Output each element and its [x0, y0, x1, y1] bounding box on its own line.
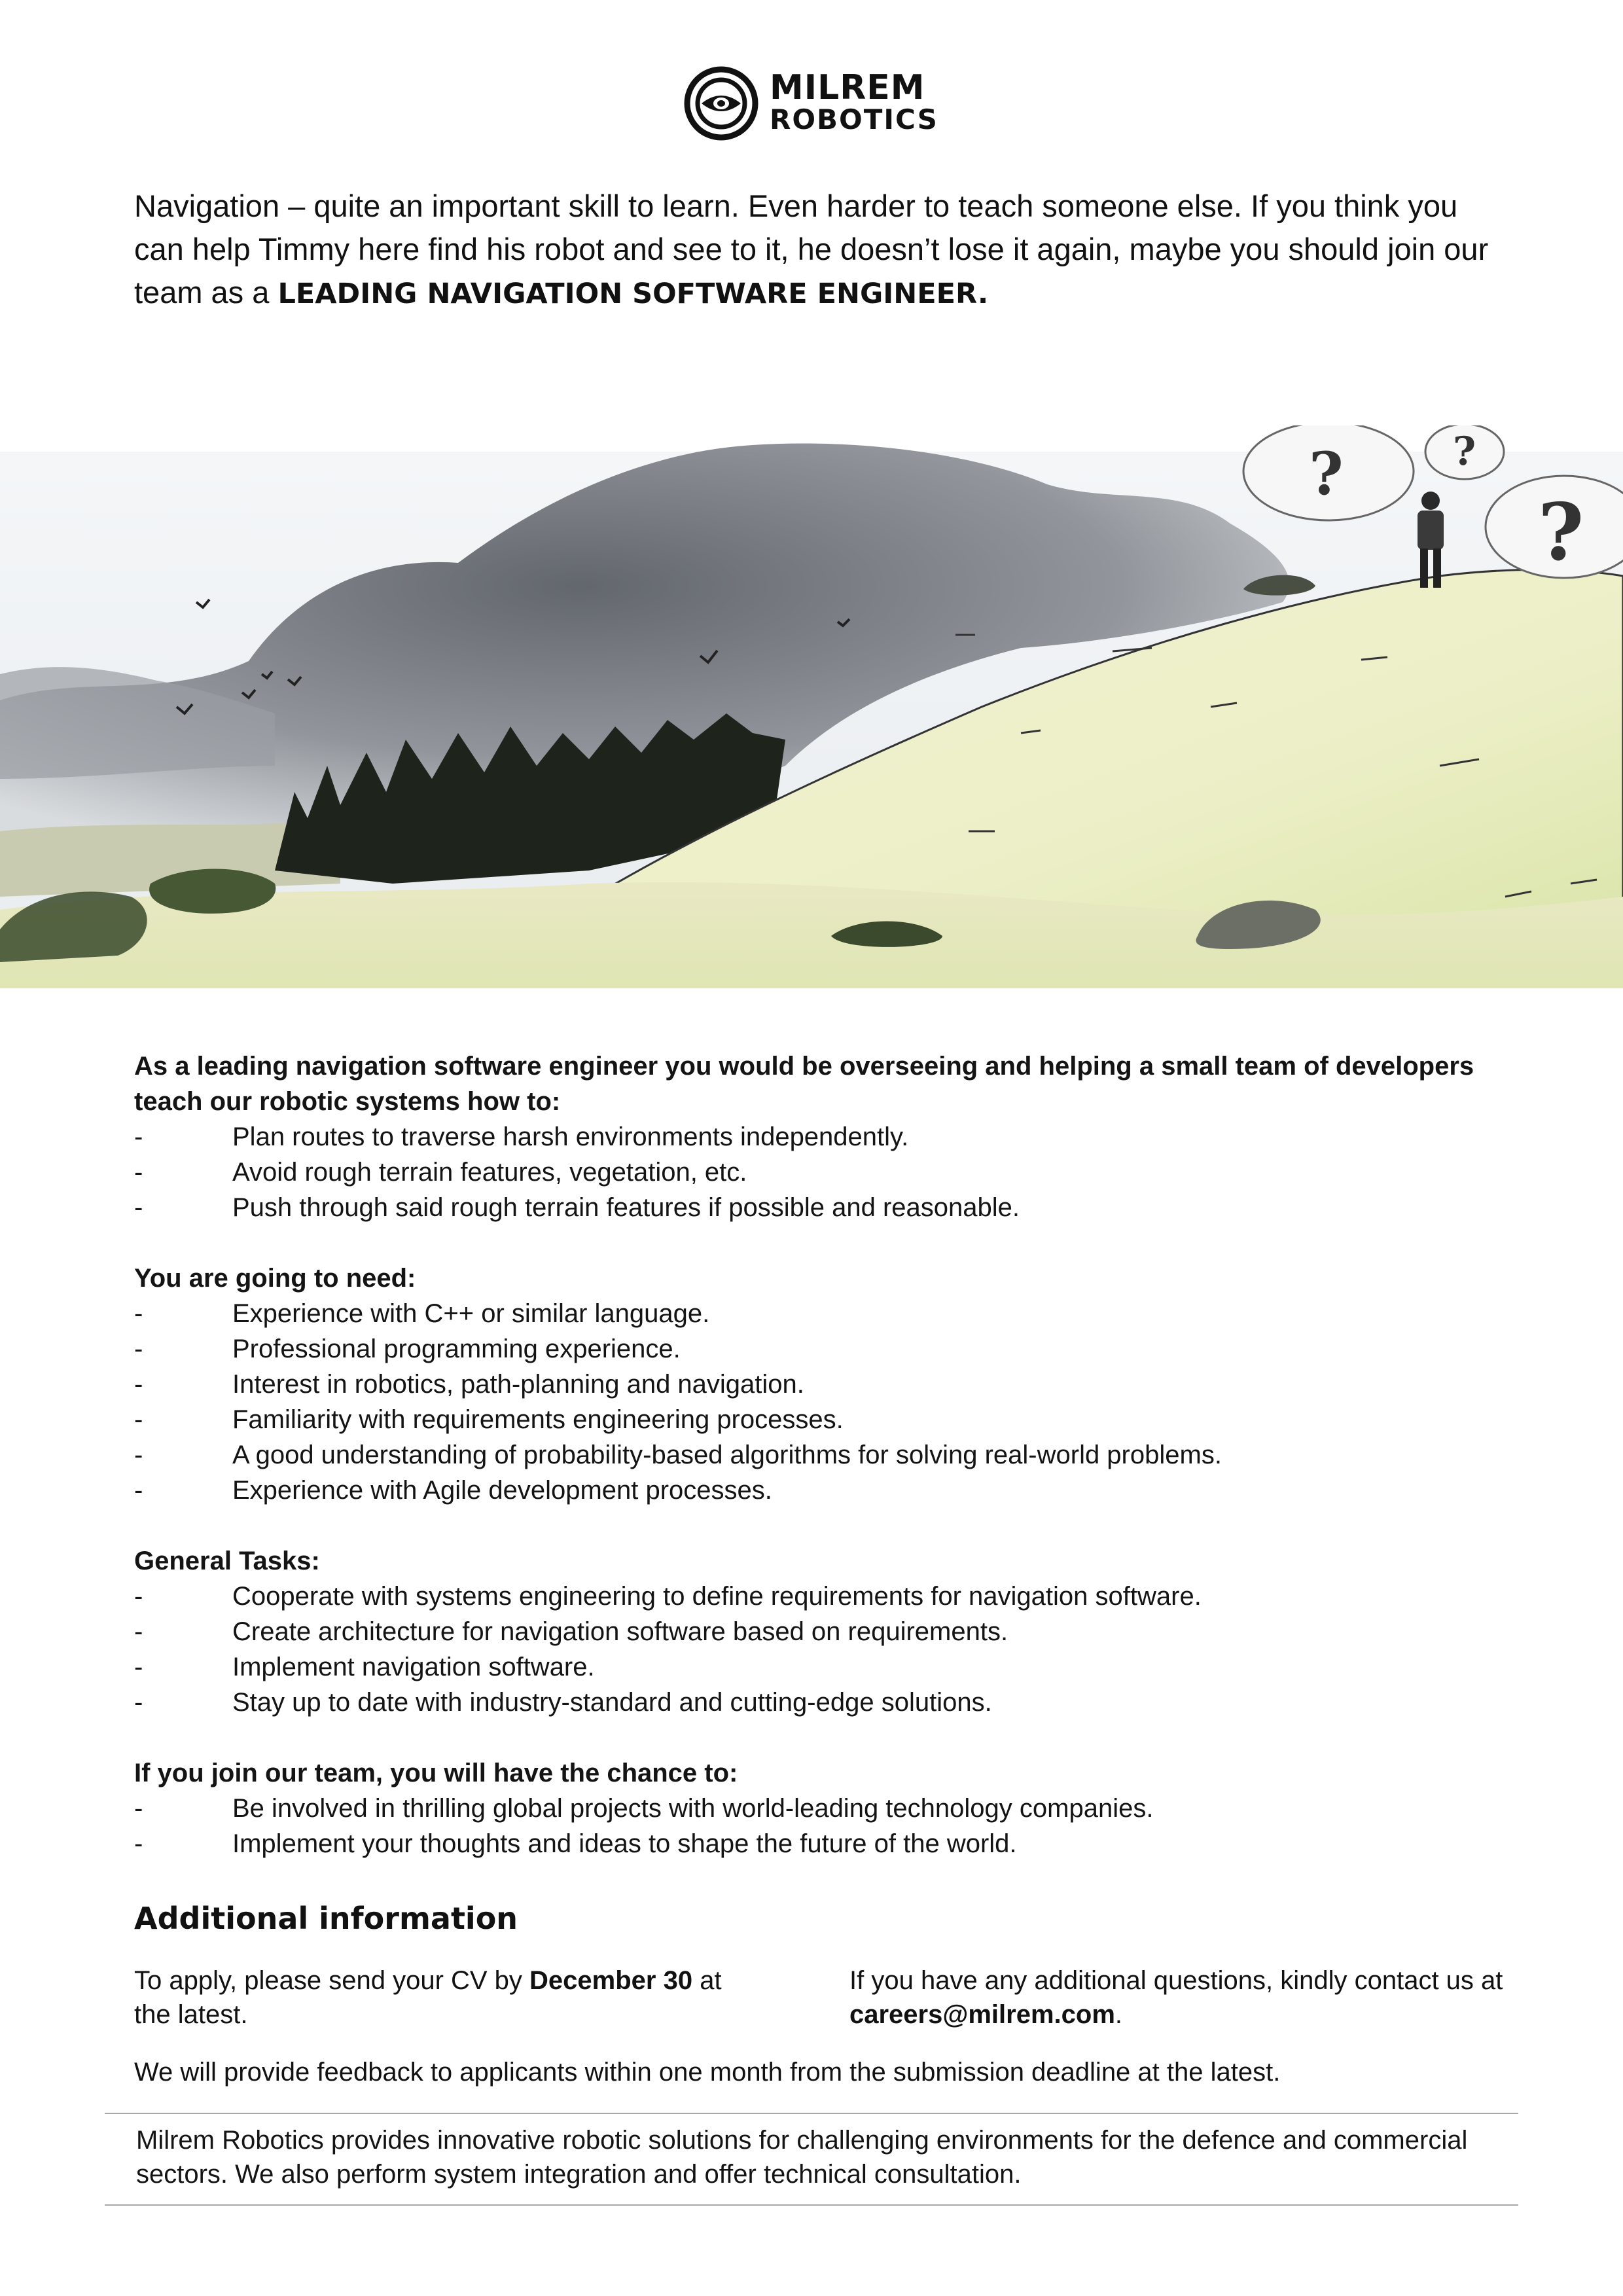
list-item: - Cooperate with systems engineering to define requirements for navigation software.: [134, 1582, 1202, 1611]
job-title: LEADING NAVIGATION SOFTWARE ENGINEER.: [277, 278, 989, 310]
requirements-list: [134, 1296, 1508, 1508]
list-item: - Push through said rough terrain features if possible and reasonable.: [134, 1193, 1020, 1222]
tasks-list: [134, 1579, 1508, 1720]
benefits-heading: If you join our team, you will have the chance to:: [134, 1759, 738, 1787]
divider: [105, 2113, 1518, 2114]
milrem-eye-logo-icon: [683, 65, 759, 141]
question-mark-3: ?: [1538, 486, 1584, 579]
question-mark-2: ?: [1453, 429, 1476, 475]
list-item: - Experience with C++ or similar language.: [134, 1299, 710, 1328]
duties-section: [134, 1049, 1508, 1225]
list-item: - Stay up to date with industry-standard and cutting-edge solutions.: [134, 1688, 992, 1717]
company-about: Milrem Robotics provides innovative robotic solutions for challenging environments for the defence and commercial sectors. We also perform system integration and offer technical consultation.: [136, 2126, 1468, 2189]
list-item: - Implement navigation software.: [134, 1653, 595, 1681]
list-item: - Experience with Agile development processes.: [134, 1476, 772, 1505]
requirements-section: [134, 1261, 1508, 1508]
list-item: - Plan routes to traverse harsh environments independently.: [134, 1122, 909, 1151]
additional-info-heading: Additional information: [134, 1901, 518, 1936]
list-item: - Implement your thoughts and ideas to shape the future of the world.: [134, 1829, 1017, 1858]
brand-name-line1: MILREM: [770, 68, 925, 107]
list-item: - Be involved in thrilling global projects with world-leading technology companies.: [134, 1794, 1154, 1823]
tasks-heading: General Tasks:: [134, 1547, 320, 1575]
deadline-date: December 30: [529, 1966, 693, 1995]
benefits-list: [134, 1791, 1508, 1861]
duties-list: [134, 1119, 1508, 1225]
intro-text: Navigation – quite an important skill to learn. Even harder to teach someone else. If you think you can help Timmy here find his robot and see to it, he doesn’t lose it again, maybe you should join our team as a: [134, 188, 1489, 310]
feedback-note: We will provide feedback to applicants within one month from the submission deadline at the latest.: [134, 2058, 1281, 2087]
hill-illustration: [0, 425, 1623, 988]
requirements-heading: You are going to need:: [134, 1264, 416, 1293]
contact-info: If you have any additional questions, kindly contact us at careers@milrem.com.: [849, 1966, 1503, 2029]
divider: [105, 2204, 1518, 2206]
list-item: - A good understanding of probability-based algorithms for solving real-world problems.: [134, 1441, 1222, 1469]
list-item: - Avoid rough terrain features, vegetation, etc.: [134, 1158, 747, 1187]
list-item: - Professional programming experience.: [134, 1335, 681, 1363]
intro-paragraph: [134, 185, 1502, 315]
company-logo: [683, 63, 945, 144]
contact-email-link[interactable]: careers@milrem.com: [849, 2000, 1115, 2029]
tasks-section: [134, 1543, 1508, 1720]
list-item: - Create architecture for navigation software based on requirements.: [134, 1617, 1008, 1646]
brand-name-line2: ROBOTICS: [770, 103, 938, 135]
apply-instructions: To apply, please send your CV by December 30 at the latest.: [134, 1966, 722, 2029]
duties-heading: As a leading navigation software engineer you would be overseeing and helping a small team of developers teach our robotic systems how to:: [134, 1052, 1474, 1116]
list-item: - Interest in robotics, path-planning and navigation.: [134, 1370, 804, 1399]
benefits-section: [134, 1755, 1508, 1861]
question-mark-1: ?: [1309, 439, 1344, 509]
list-item: - Familiarity with requirements engineering processes.: [134, 1405, 844, 1434]
